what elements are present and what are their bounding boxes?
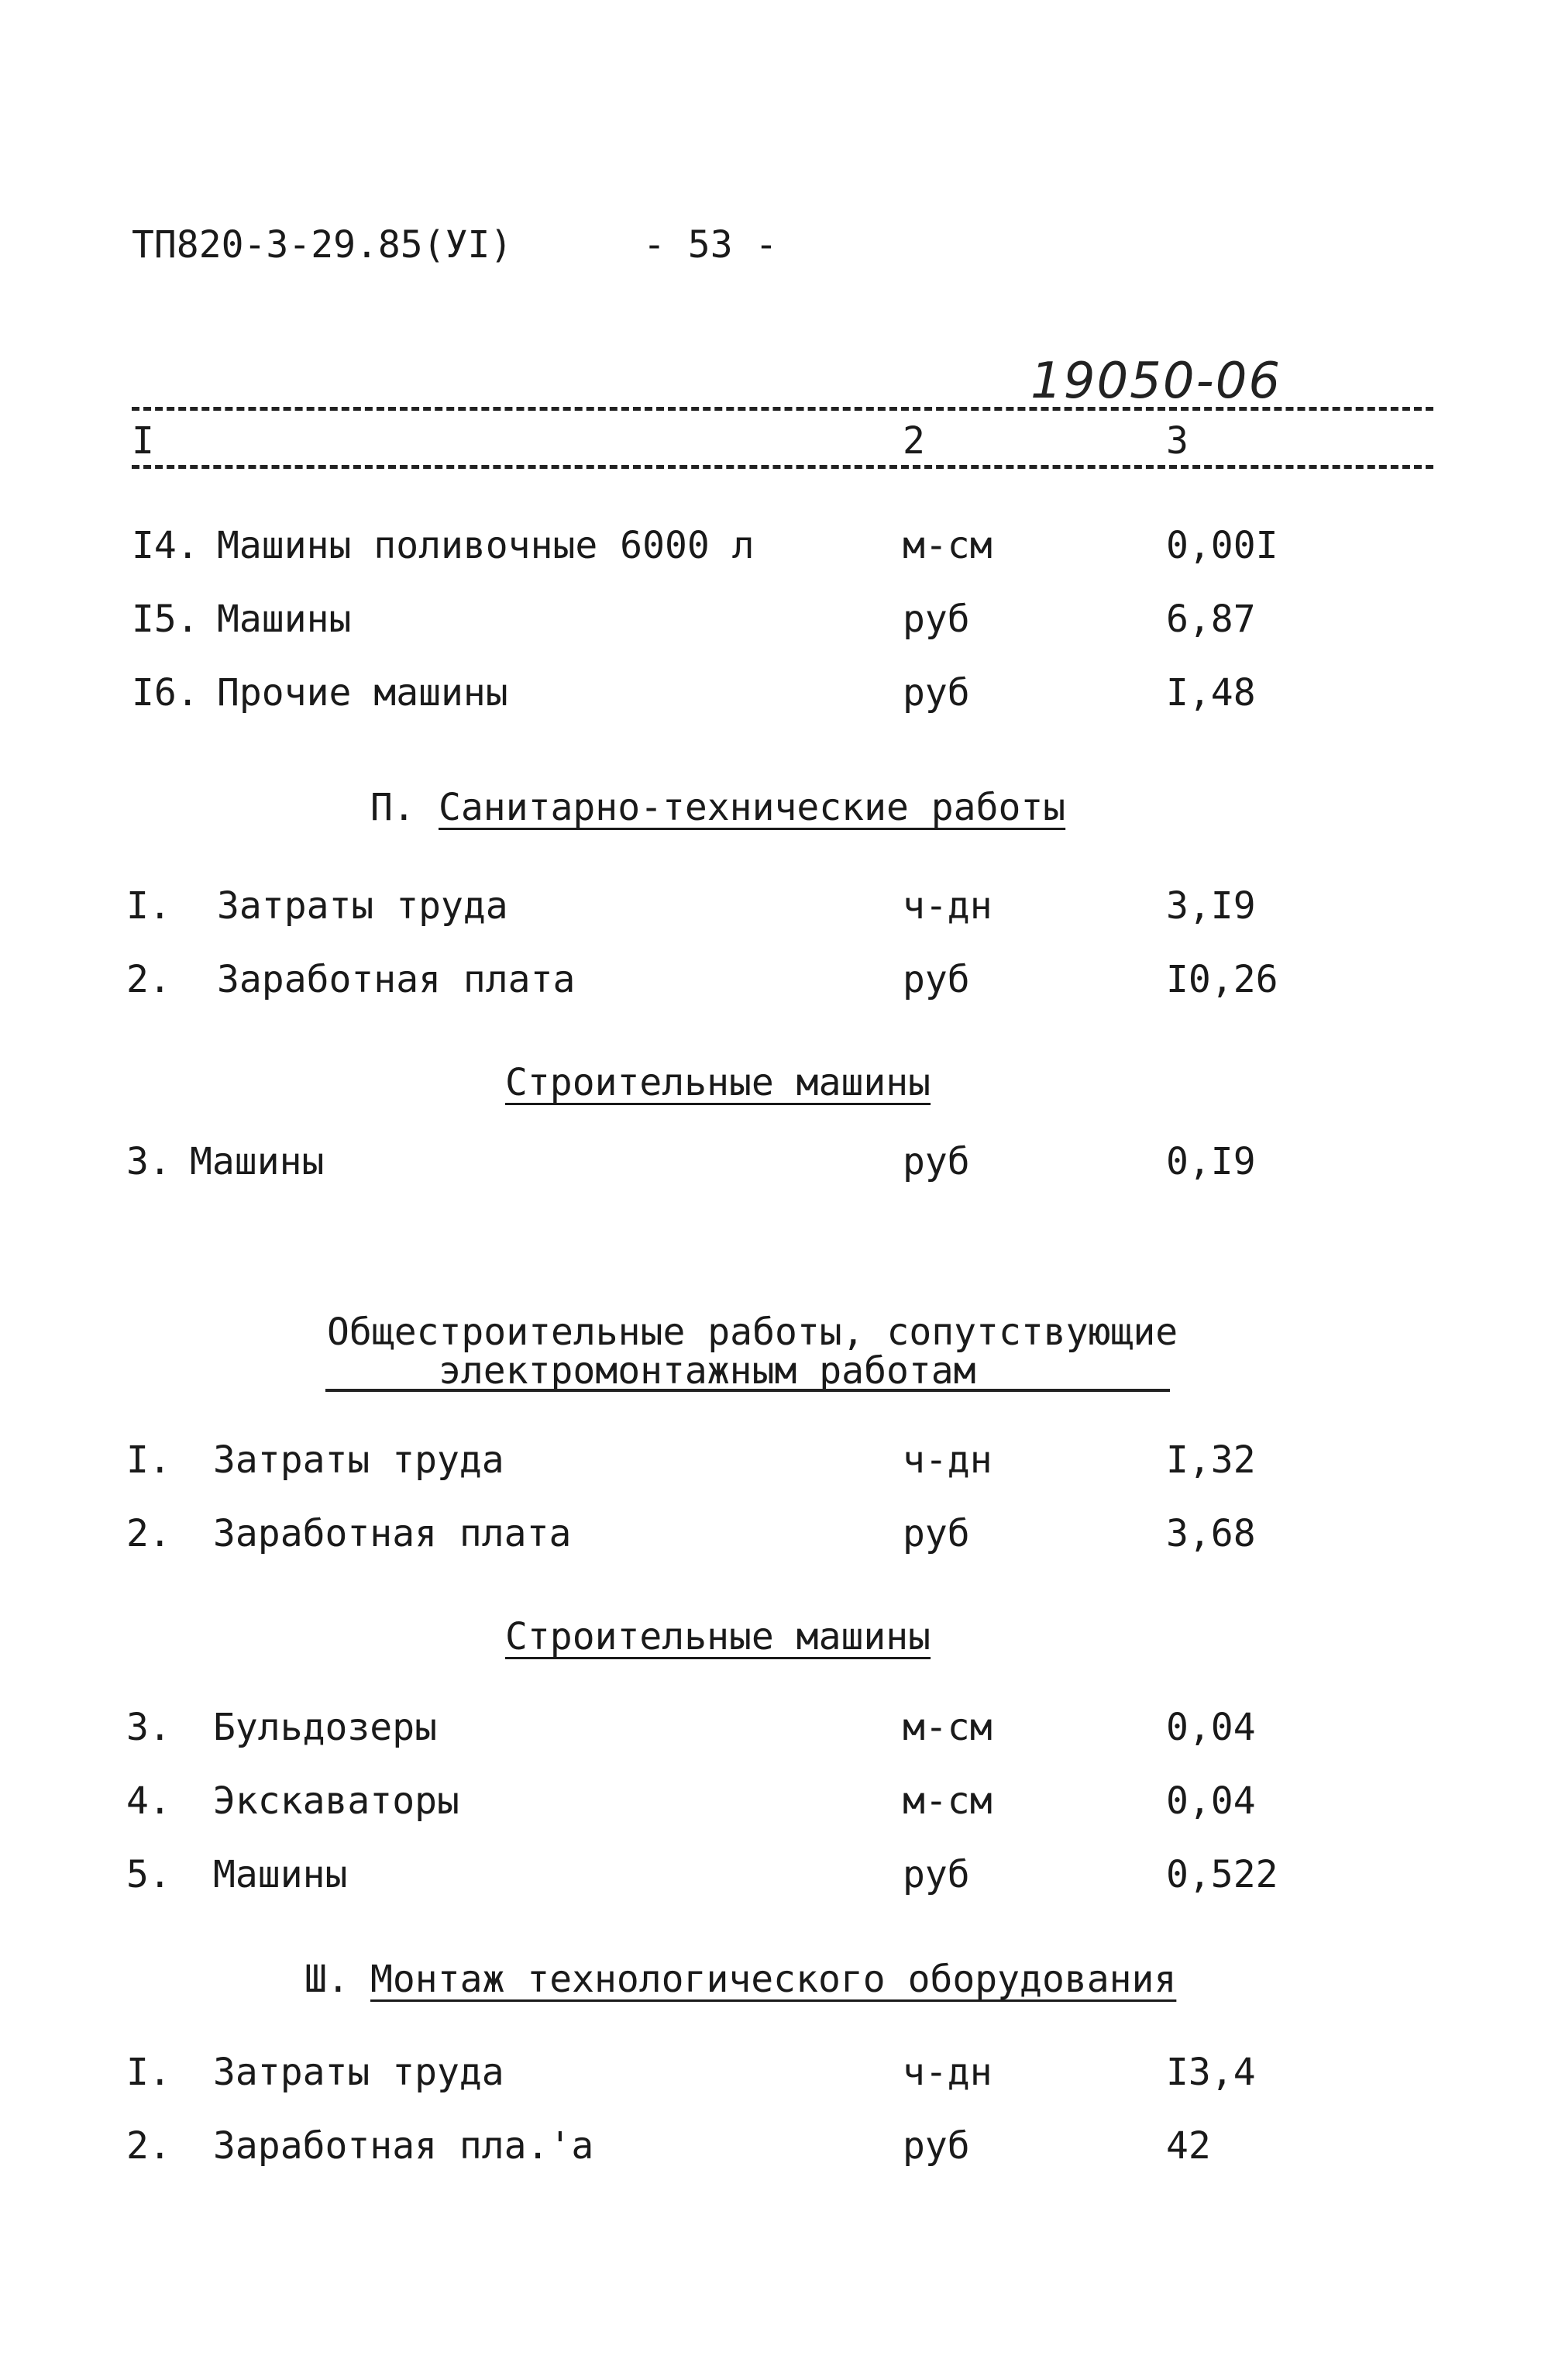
row-number: 4. (126, 1779, 171, 1823)
row-number: I4. (132, 524, 199, 567)
row-label: Машины (213, 1853, 348, 1896)
row-value: 42 (1166, 2124, 1211, 2168)
section-title-underline (325, 1389, 1170, 1392)
row-value: I3,4 (1166, 2051, 1256, 2094)
row-unit: ч-дн (903, 2051, 993, 2094)
row-unit: руб (903, 958, 970, 1001)
row-number: I5. (132, 598, 199, 641)
row-number: 5. (126, 1853, 171, 1896)
table-top-rule (132, 407, 1433, 411)
row-number: 3. (126, 1706, 171, 1749)
row-unit: руб (903, 2124, 970, 2168)
section-title: Монтаж технологического оборудования (370, 1958, 1177, 2001)
section-number: П. (370, 786, 415, 829)
row-label: Заработная плата (213, 1512, 572, 1555)
row-value: 3,68 (1166, 1512, 1256, 1555)
row-label: Экскаваторы (213, 1779, 459, 1823)
row-number: 3. (126, 1140, 171, 1183)
section-title-line1: Общестроительные работы, сопутствующие (327, 1311, 1178, 1354)
row-unit: м-см (903, 524, 993, 567)
row-unit: руб (903, 1512, 970, 1555)
section-number: Ш. (304, 1958, 349, 2001)
row-label: Машины (217, 598, 352, 641)
row-unit: руб (903, 671, 970, 715)
page-number: - 53 - (643, 223, 778, 267)
row-unit: руб (903, 1140, 970, 1183)
section-title: Санитарно-технические работы (439, 786, 1066, 829)
column-header-3: 3 (1166, 419, 1189, 463)
row-number: 2. (126, 2124, 171, 2168)
row-label: Машины (190, 1140, 325, 1183)
row-label: Затраты труда (217, 884, 508, 928)
row-number: I. (126, 884, 171, 928)
row-unit: ч-дн (903, 1438, 993, 1482)
row-label: Бульдозеры (213, 1706, 437, 1749)
subsection-title: Строительные машины (505, 1615, 931, 1658)
row-unit: руб (903, 1853, 970, 1896)
row-value: I0,26 (1166, 958, 1278, 1001)
subsection-title: Строительные машины (505, 1061, 931, 1104)
row-number: I. (126, 2051, 171, 2094)
row-label: Заработная плата (217, 958, 576, 1001)
row-label: Затраты труда (213, 1438, 504, 1482)
table-header-rule (132, 465, 1433, 469)
row-unit: руб (903, 598, 970, 641)
row-label: Машины поливочные 6000 л (217, 524, 755, 567)
row-number: 2. (126, 958, 171, 1001)
row-number: I. (126, 1438, 171, 1482)
row-value: I,48 (1166, 671, 1256, 715)
section-title-line2: электромонтажным работам (439, 1349, 976, 1393)
column-header-1: I (132, 419, 154, 463)
row-unit: м-см (903, 1779, 993, 1823)
document-code: ТП820-3-29.85(УI) (132, 223, 513, 267)
archive-stamp: 19050-06 (1030, 353, 1282, 410)
row-value: 0,I9 (1166, 1140, 1256, 1183)
row-value: I,32 (1166, 1438, 1256, 1482)
row-value: 0,00I (1166, 524, 1278, 567)
row-number: 2. (126, 1512, 171, 1555)
row-value: 0,522 (1166, 1853, 1278, 1896)
row-value: 0,04 (1166, 1706, 1256, 1749)
row-label: Прочие машины (217, 671, 508, 715)
row-unit: ч-дн (903, 884, 993, 928)
row-unit: м-см (903, 1706, 993, 1749)
row-label: Заработная пла.'а (213, 2124, 594, 2168)
row-value: 3,I9 (1166, 884, 1256, 928)
row-label: Затраты труда (213, 2051, 504, 2094)
row-number: I6. (132, 671, 199, 715)
row-value: 6,87 (1166, 598, 1256, 641)
row-value: 0,04 (1166, 1779, 1256, 1823)
column-header-2: 2 (903, 419, 925, 463)
